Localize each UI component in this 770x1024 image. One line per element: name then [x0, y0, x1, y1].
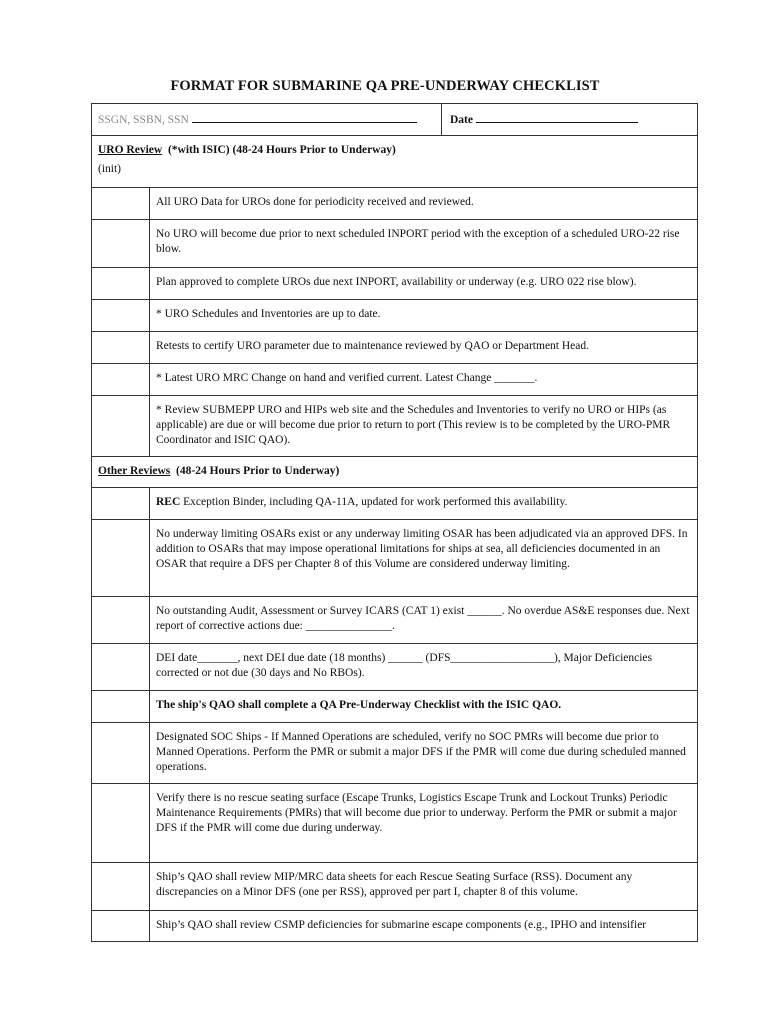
rec-label: REC — [156, 496, 181, 508]
uro-review-title: URO Review — [98, 144, 163, 156]
checklist-item-text — [150, 488, 697, 519]
checklist-row — [92, 188, 697, 220]
checklist-row — [92, 597, 697, 644]
checklist-row — [92, 691, 697, 723]
page-title: FORMAT FOR SUBMARINE QA PRE-UNDERWAY CHECKLIST — [170, 78, 600, 94]
checklist-item-text: Verify there is no rescue seating surface (Escape Trunks, Logistics Escape Trunk and Lockout Trunks) Periodic Maintenance Requirements (PMRs) that will become due prior to underway. Perform the PMR or submit a major DFS if the PMR will come due during underway. — [156, 792, 677, 834]
checklist-item-text: The ship's QAO shall complete a QA Pre-Underway Checklist with the ISIC QAO. — [156, 699, 562, 711]
initial-box[interactable] — [92, 488, 150, 519]
initial-box[interactable] — [92, 644, 150, 690]
checklist-item-text: Plan approved to complete UROs due next INPORT, availability or underway (e.g. URO 022 rise blow). — [156, 276, 637, 288]
checklist-row — [92, 863, 697, 911]
other-reviews-heading — [92, 457, 697, 488]
checklist-row — [92, 723, 697, 784]
checklist-row — [92, 784, 697, 863]
checklist-item-text: All URO Data for UROs done for periodicity received and reviewed. — [156, 196, 474, 208]
ship-type-label: SSGN, SSBN, SSN — [98, 114, 189, 126]
checklist-row — [92, 488, 697, 520]
other-reviews-title: Other Reviews — [98, 465, 171, 477]
initial-box[interactable] — [92, 723, 150, 783]
initial-box[interactable] — [92, 364, 150, 395]
checklist-row — [92, 300, 697, 332]
checklist-form — [91, 103, 698, 942]
form-header — [92, 104, 697, 136]
checklist-item-text: Designated SOC Ships - If Manned Operations are scheduled, verify no SOC PMRs will become due prior to Manned Operations. Perform the PMR or submit a major DFS if the PMR will come due during scheduled manned operations. — [156, 731, 686, 773]
init-label: (init) — [98, 163, 121, 175]
checklist-row — [92, 520, 697, 597]
initial-box[interactable] — [92, 911, 150, 941]
checklist-item-text: No outstanding Audit, Assessment or Survey ICARS (CAT 1) exist ______. No overdue AS&E responses due. Next report of corrective actions due: _______________. — [156, 605, 690, 632]
checklist-item-text: Retests to certify URO parameter due to maintenance reviewed by QAO or Department Head. — [156, 340, 590, 352]
date-cell[interactable] — [442, 104, 697, 135]
checklist-row — [92, 332, 697, 364]
checklist-item-text: DEI date_______, next DEI due date (18 months) ______ (DFS__________________), Major Deficiencies corrected or not due (30 days and No RBOs). — [156, 652, 653, 679]
initial-box[interactable] — [92, 691, 150, 722]
initial-box[interactable] — [92, 332, 150, 363]
initial-box[interactable] — [92, 188, 150, 219]
checklist-item-text: * Latest URO MRC Change on hand and verified current. Latest Change _______. — [156, 372, 538, 384]
initial-box[interactable] — [92, 300, 150, 331]
uro-review-subtitle: (*with ISIC) (48-24 Hours Prior to Underway) — [167, 144, 396, 156]
checklist-row — [92, 364, 697, 396]
checklist-item-text: * Review SUBMEPP URO and HIPs web site and the Schedules and Inventories to verify no URO or HIPs (as applicable) are due or will become due prior to return to port (This review is to be completed by the URO-PMR Coordinator and ISIC QAO). — [156, 404, 671, 446]
checklist-item-text: Ship’s QAO shall review CSMP deficiencies for submarine escape components (e.g., IPHO and intensifier — [156, 919, 647, 931]
date-label: Date — [450, 114, 473, 126]
initial-box[interactable] — [92, 784, 150, 862]
initial-box[interactable] — [92, 520, 150, 596]
checklist-row — [92, 911, 697, 941]
initial-box[interactable] — [92, 268, 150, 299]
checklist-row — [92, 220, 697, 268]
checklist-item-text: Ship’s QAO shall review MIP/MRC data sheets for each Rescue Seating Surface (RSS). Document any discrepancies on a Minor DFS (one per RSS), approved per part I, chapter 8 of this volume. — [156, 871, 633, 898]
checklist-item-text: No URO will become due prior to next scheduled INPORT period with the exception of a scheduled URO-22 rise blow. — [156, 228, 680, 255]
ship-type-blank[interactable] — [192, 113, 417, 123]
initial-box[interactable] — [92, 396, 150, 456]
checklist-item-text: * URO Schedules and Inventories are up to date. — [156, 308, 381, 320]
rec-text: Exception Binder, including QA-11A, updated for work performed this availability. — [180, 496, 568, 508]
ship-type-cell[interactable] — [92, 104, 442, 135]
initial-box[interactable] — [92, 597, 150, 643]
other-reviews-subtitle: (48-24 Hours Prior to Underway) — [176, 465, 340, 477]
uro-review-heading — [92, 136, 697, 188]
checklist-row — [92, 268, 697, 300]
checklist-item-text: No underway limiting OSARs exist or any underway limiting OSAR has been adjudicated via an approved DFS. In addition to OSARs that may impose operational limitations for ships at sea, all deficiencies documented in an OSAR that require a DFS per Chapter 8 of this Volume are considered underway limiting. — [156, 528, 688, 570]
initial-box[interactable] — [92, 863, 150, 910]
date-blank[interactable] — [476, 113, 638, 123]
checklist-row — [92, 644, 697, 691]
checklist-row — [92, 396, 697, 457]
initial-box[interactable] — [92, 220, 150, 267]
